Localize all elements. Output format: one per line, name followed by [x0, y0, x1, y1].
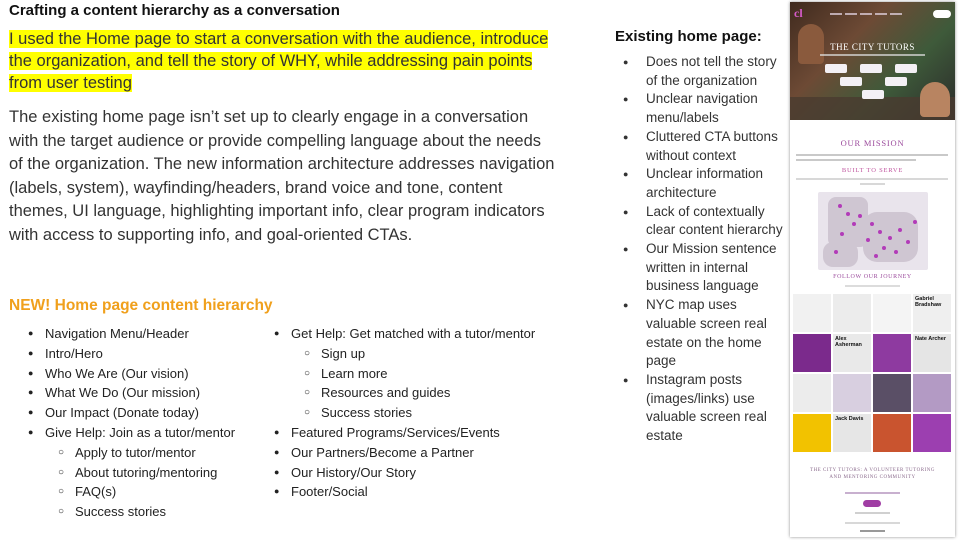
list-item: ● Our Partners/Become a Partner: [256, 443, 535, 463]
mockup-cta-card: [840, 77, 862, 86]
mockup-hero-title: THE CITY TUTORS: [830, 42, 915, 52]
mockup-insta-tile: [833, 334, 871, 372]
list-item: ● Featured Programs/Services/Events: [256, 423, 535, 443]
list-item: ● Our Impact (Donate today): [10, 403, 235, 423]
issue-item: ● Does not tell the story of the organization: [620, 53, 790, 90]
list-item: ● Intro/Hero: [10, 344, 235, 364]
mockup-cta-card: [885, 77, 907, 86]
sub-list-item: ○ About tutoring/mentoring: [10, 463, 235, 483]
mockup-insta-tile: [913, 334, 951, 372]
issue-item: ● Instagram posts (images/links) use valuable screen real estate: [620, 371, 790, 446]
mockup-insta-tile: [793, 374, 831, 412]
mockup-text-line: [860, 183, 885, 185]
list-item: ● Navigation Menu/Header: [10, 324, 235, 344]
mockup-insta-tile: [913, 294, 951, 332]
mockup-insta-tile: [793, 294, 831, 332]
mockup-logo: cl: [794, 6, 803, 20]
issue-item: ● Unclear navigation menu/labels: [620, 90, 790, 127]
list-item: ● Footer/Social: [256, 482, 535, 502]
list-item: ● What We Do (Our mission): [10, 383, 235, 403]
mockup-tile-label: Gabriel Bradshaw: [915, 296, 942, 308]
mockup-insta-tile: [873, 374, 911, 412]
body-paragraph: The existing home page isn’t set up to clearly engage in a conversation with the target audience or provide compelling language about the needs of the organization. The new information architecture addresses navigation (labels, system), wayfinding/headers, brand voice and tone, content themes, UI language, highlighting important info, clear program indicators with access to supporting info, and goal-oriented CTAs.: [9, 108, 555, 244]
intro-highlight-paragraph: [9, 28, 554, 94]
mockup-text-line: [845, 522, 900, 524]
existing-heading: Existing home page:: [615, 28, 762, 45]
mockup-nav-button: [933, 10, 951, 18]
issue-item: ● Lack of contextually clear content hierarchy: [620, 203, 790, 240]
mockup-tile-label: Jack Davis: [835, 416, 864, 422]
mockup-nav: [830, 13, 902, 15]
existing-homepage-mockup: [790, 2, 955, 537]
mockup-social-icons: [860, 530, 885, 532]
issue-item: ● NYC map uses valuable screen real estate on the home page: [620, 296, 790, 371]
list-item: ● Our History/Our Story: [256, 463, 535, 483]
sub-list-item: ○ Sign up: [256, 344, 535, 364]
mockup-text-line: [796, 159, 916, 161]
issue-item: ● Unclear information architecture: [620, 165, 790, 202]
mockup-insta-tile: [833, 374, 871, 412]
mockup-cta-card: [825, 64, 847, 73]
mockup-insta-tile: [913, 374, 951, 412]
mockup-mission-heading: OUR MISSION: [840, 138, 905, 148]
list-item: ● Get Help: Get matched with a tutor/mentor: [256, 324, 535, 344]
mockup-footer-button: [863, 500, 881, 507]
mockup-insta-tile: [913, 414, 951, 452]
sub-list-item: ○ Learn more: [256, 364, 535, 384]
mockup-insta-tile: [793, 414, 831, 452]
new-hierarchy-heading: NEW! Home page content hierarchy: [9, 297, 273, 314]
mockup-text-line: [845, 492, 900, 494]
sub-list-item: ○ Success stories: [10, 502, 235, 522]
mockup-insta-tile: [873, 414, 911, 452]
mockup-insta-tile: [873, 334, 911, 372]
list-item: ● Give Help: Join as a tutor/mentor: [10, 423, 235, 443]
mockup-follow-heading: FOLLOW OUR JOURNEY: [833, 274, 912, 280]
mockup-text-line: [855, 512, 890, 514]
mockup-insta-tile: [793, 334, 831, 372]
mockup-cta-card: [862, 90, 884, 99]
hierarchy-column-2: [256, 324, 535, 502]
issue-item: ● Cluttered CTA buttons without context: [620, 128, 790, 165]
mockup-hero-subtitle-line: [820, 54, 925, 56]
mockup-footer-title: THE CITY TUTORS: A VOLUNTEER TUTORING AND MENTORING COMMUNITY: [810, 468, 935, 480]
existing-issues-list: [620, 53, 790, 446]
sub-list-item: ○ Success stories: [256, 403, 535, 423]
sub-list-item: ○ Resources and guides: [256, 383, 535, 403]
sub-list-item: ○ FAQ(s): [10, 482, 235, 502]
mockup-insta-tile: [873, 294, 911, 332]
mockup-cta-card: [860, 64, 882, 73]
intro-highlight-text: I used the Home page to start a conversation with the audience, introduce the organization, and tell the story of WHY, while addressing pain points from user testing: [9, 30, 549, 92]
mockup-tile-label: Nate Archer: [915, 336, 946, 342]
mockup-insta-tile: [833, 414, 871, 452]
mockup-text-line: [796, 178, 948, 180]
mockup-built-heading: BUILT TO SERVE: [841, 167, 904, 174]
mockup-text-line: [845, 285, 900, 287]
mockup-hero: [790, 2, 955, 120]
sub-list-item: ○ Apply to tutor/mentor: [10, 443, 235, 463]
mockup-cta-card: [895, 64, 917, 73]
mockup-hero-person-right: [920, 82, 950, 117]
mockup-text-line: [796, 154, 948, 156]
slide-title: Crafting a content hierarchy as a conversation: [9, 2, 340, 19]
mockup-tile-label: Alex Asherman: [835, 336, 862, 348]
mockup-insta-tile: [833, 294, 871, 332]
list-item: ● Who We Are (Our vision): [10, 364, 235, 384]
issue-item: ● Our Mission sentence written in internal business language: [620, 240, 790, 296]
hierarchy-column-1: [10, 324, 235, 522]
mockup-nyc-map: [818, 192, 928, 270]
